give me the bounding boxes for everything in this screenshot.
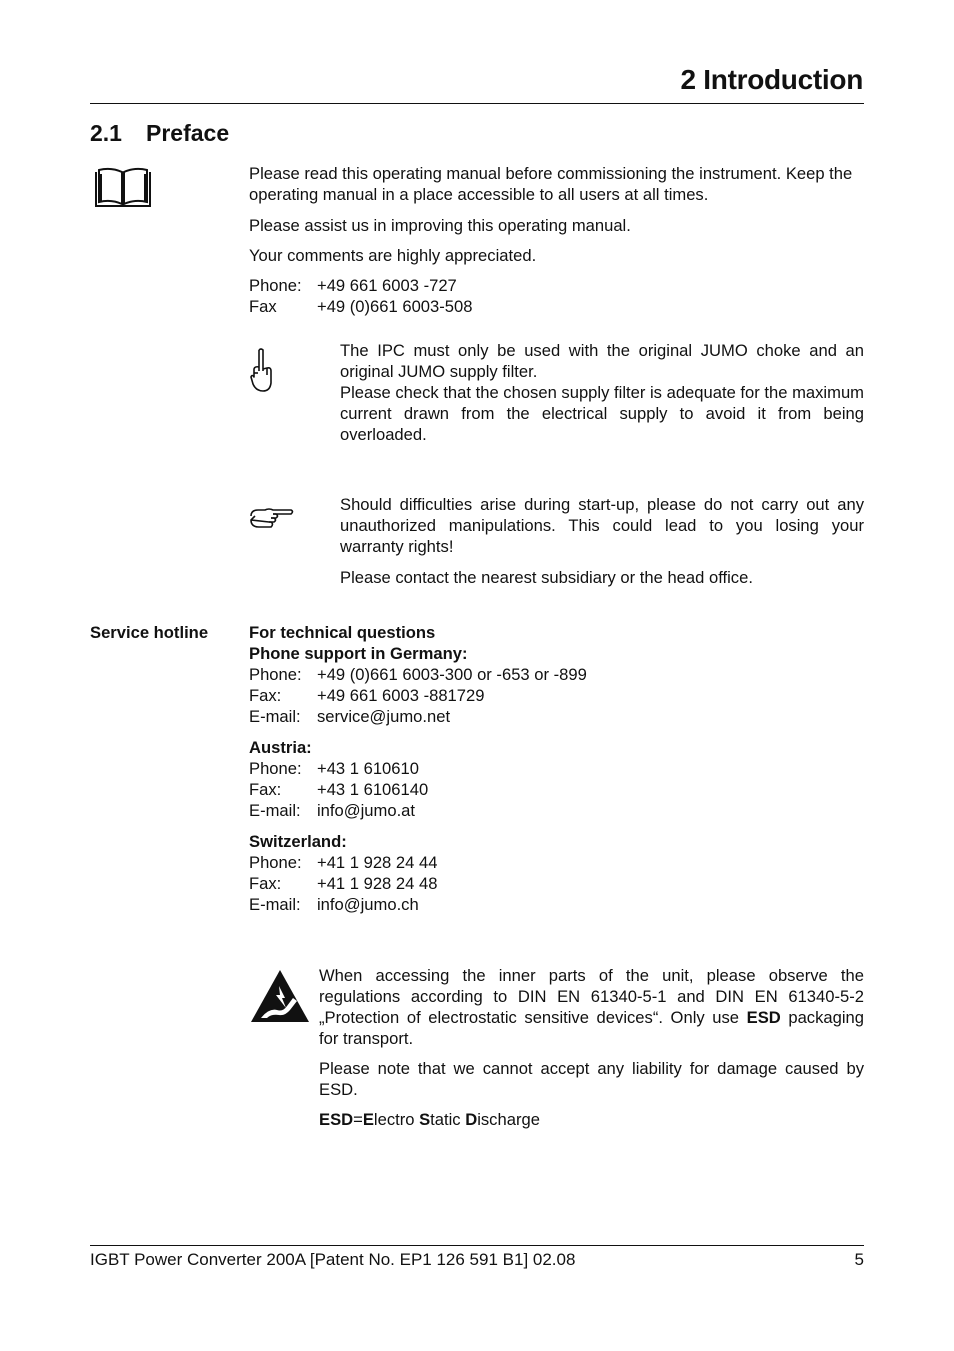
- contact-value: +43 1 6106140: [317, 780, 429, 799]
- caution-note: [340, 340, 864, 445]
- contact-value: +49 661 6003 -881729: [317, 686, 485, 705]
- intro-paragraph: Please read this operating manual before commissioning the instrument. Keep the operating manual in a place accessible to all users at all times.: [249, 164, 853, 204]
- contact-label: Phone:: [249, 853, 302, 872]
- contact-label: E-mail:: [249, 707, 301, 726]
- contact-row: [249, 873, 864, 894]
- esd-text: When accessing the inner parts of the unit, please observe the regulations according to DIN EN 61340-5-1 and DIN EN 61340-5-2 „Protection of electrostatic sensitive devices“. Only use ESD packaging for transport.: [319, 966, 864, 1048]
- austria-heading: Austria:: [249, 738, 312, 757]
- raised-finger-icon: [249, 347, 275, 393]
- contact-label: Phone:: [249, 665, 302, 684]
- contact-label: Fax:: [249, 780, 282, 799]
- contact-label: Fax:: [249, 686, 282, 705]
- contact-value: +43 1 610610: [317, 759, 419, 778]
- esd-warning-icon: [249, 968, 311, 1024]
- switzerland-heading: Switzerland:: [249, 832, 347, 851]
- service-heading: For technical questions: [249, 623, 436, 642]
- page-footer: [90, 1250, 864, 1270]
- intro-block: [249, 163, 864, 317]
- service-hotline-label: Service hotline: [90, 623, 209, 642]
- contact-label: Fax: [249, 297, 277, 316]
- manual-book-icon: [93, 166, 153, 210]
- email-link[interactable]: service@jumo.net: [317, 707, 451, 726]
- info-note: [340, 494, 864, 588]
- intro-paragraph: Your comments are highly appreciated.: [249, 246, 537, 265]
- contact-row: [249, 275, 864, 296]
- section-number: 2.1: [90, 120, 122, 146]
- contact-row: [249, 664, 864, 685]
- section-name: Preface: [146, 120, 230, 146]
- contact-row: [249, 894, 864, 915]
- intro-paragraph: Please assist us in improving this operating manual.: [249, 216, 631, 235]
- esd-block: [319, 965, 864, 1130]
- contact-label: Phone:: [249, 276, 302, 295]
- contact-value: +41 1 928 24 48: [317, 874, 438, 893]
- caution-text: Please check that the chosen supply filter is adequate for the maximum current drawn from the electrical supply to avoid it from being overloaded.: [340, 383, 864, 444]
- contact-row: [249, 852, 864, 873]
- esd-text: Please note that we cannot accept any liability for damage caused by ESD.: [319, 1059, 864, 1099]
- contact-label: E-mail:: [249, 801, 301, 820]
- contact-row: [249, 296, 864, 317]
- contact-label: Phone:: [249, 759, 302, 778]
- chapter-title: 2 Introduction: [680, 64, 863, 95]
- esd-definition: ESD=Electro Static Discharge: [319, 1110, 540, 1129]
- header-rule: [90, 103, 864, 104]
- contact-row: [249, 758, 864, 779]
- email-link[interactable]: info@jumo.at: [317, 801, 416, 820]
- contact-value: +49 (0)661 6003-300 or -653 or -899: [317, 665, 587, 684]
- contact-row: [249, 779, 864, 800]
- contact-label: Fax:: [249, 874, 282, 893]
- pointing-hand-icon: [249, 506, 295, 532]
- footer-rule: [90, 1245, 864, 1246]
- contact-row: [249, 685, 864, 706]
- email-link[interactable]: info@jumo.ch: [317, 895, 419, 914]
- contact-label: E-mail:: [249, 895, 301, 914]
- service-block: [249, 622, 864, 915]
- contact-value: +41 1 928 24 44: [317, 853, 438, 872]
- info-text: Should difficulties arise during start-up, please do not carry out any unauthorized manipulations. This could lead to you losing your warranty rights!: [340, 495, 864, 556]
- intro-contacts: [249, 275, 864, 317]
- caution-text: The IPC must only be used with the original JUMO choke and an original JUMO supply filter.: [340, 341, 864, 381]
- contact-value: +49 661 6003 -727: [317, 276, 457, 295]
- contact-row: [249, 706, 864, 727]
- germany-heading: Phone support in Germany:: [249, 644, 468, 663]
- section-title: [90, 120, 229, 147]
- footer-doc-title: IGBT Power Converter 200A [Patent No. EP1 126 591 B1] 02.08: [90, 1250, 576, 1269]
- contact-value: +49 (0)661 6003-508: [317, 297, 473, 316]
- page-number: 5: [854, 1250, 864, 1269]
- info-text: Please contact the nearest subsidiary or the head office.: [340, 568, 753, 587]
- contact-row: [249, 800, 864, 821]
